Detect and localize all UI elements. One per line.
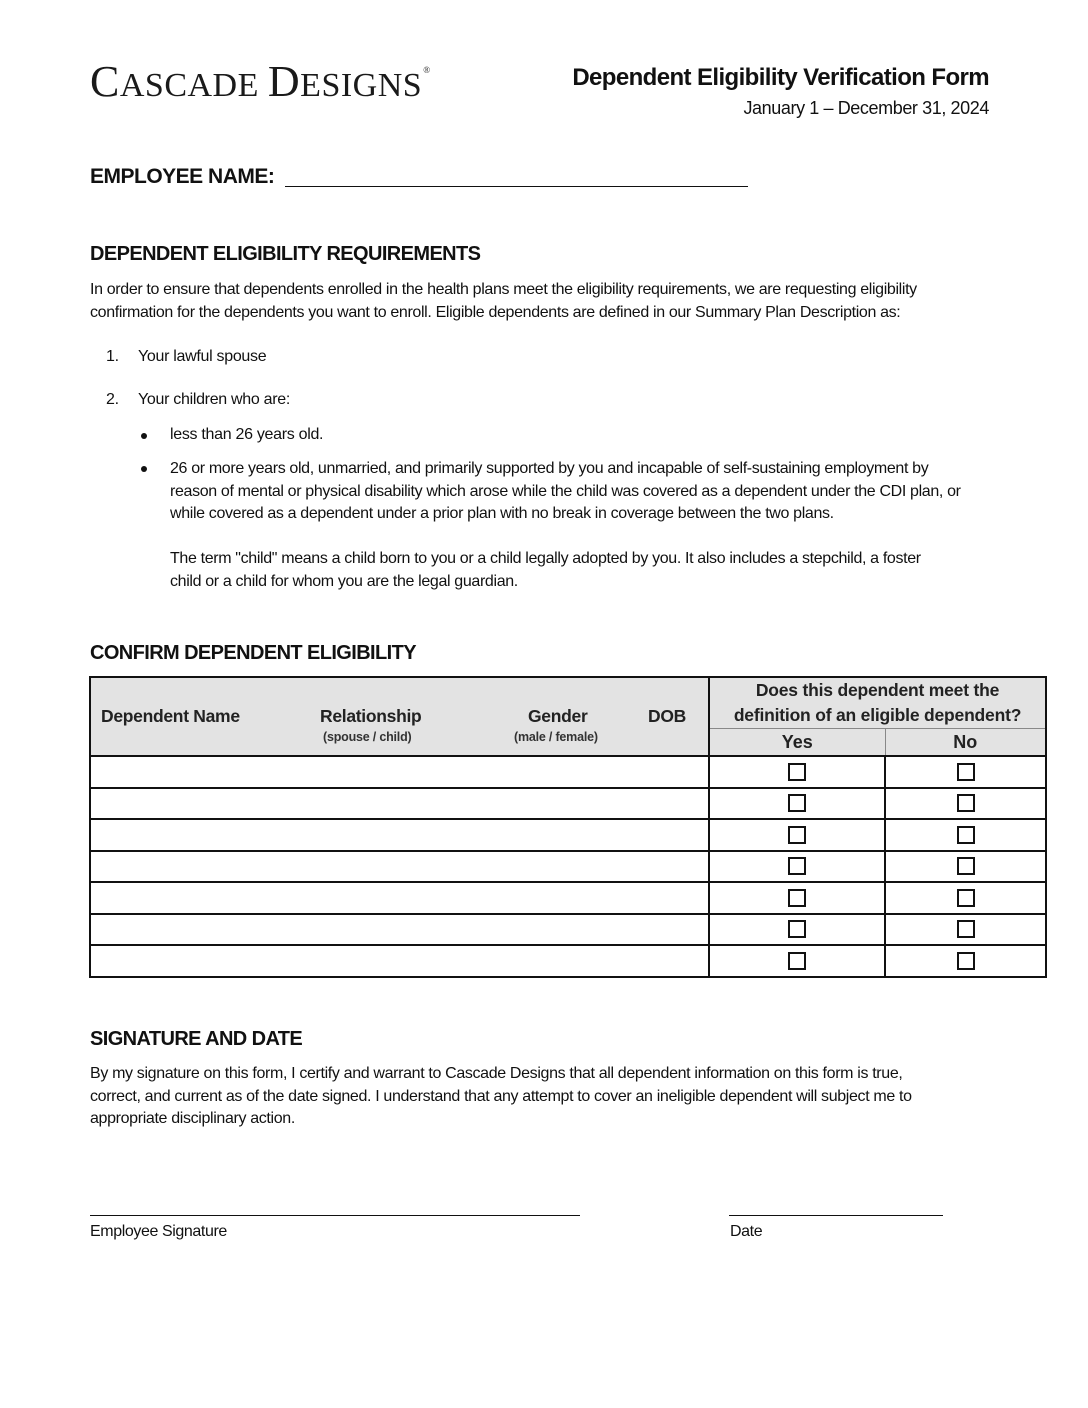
bullet-icon	[141, 433, 147, 439]
no-checkbox[interactable]	[957, 857, 975, 875]
dependent-row	[90, 788, 1046, 820]
yes-cell	[709, 914, 885, 946]
yes-cell	[709, 882, 885, 914]
no-cell	[885, 945, 1046, 977]
child-definition	[170, 548, 921, 593]
bullet-line: reason of mental or physical disability which arose while the child was covered as a dependent under the CDI plan, or	[170, 482, 961, 500]
column-header-dob: DOB	[648, 706, 686, 726]
yes-cell	[709, 756, 885, 788]
column-header-relationship: Relationship	[320, 706, 422, 726]
yes-checkbox[interactable]	[788, 857, 806, 875]
relationship-hint: (spouse / child)	[323, 730, 412, 744]
intro-line: In order to ensure that dependents enrolled in the health plans meet the eligibility requirements, we are requesting eligibility	[90, 281, 917, 298]
employee-signature-field[interactable]	[90, 1215, 580, 1216]
bullet-line: while covered as a dependent under a prior plan with no break in coverage between the two plans.	[170, 505, 834, 522]
registered-mark-icon: ®	[423, 65, 431, 75]
intro-line: confirmation for the dependents you want to enroll. Eligible dependents are defined in our Summary Plan Description as:	[90, 303, 901, 321]
logo-word-cascade: ASCADE	[119, 67, 268, 104]
company-logo	[90, 57, 431, 106]
logo-word-designs: ESIGNS	[300, 67, 423, 104]
yes-cell	[709, 945, 885, 977]
list-number: 1.	[106, 348, 119, 365]
yes-checkbox[interactable]	[788, 826, 806, 844]
list-item-children: Your children who are:	[138, 391, 291, 408]
no-cell	[885, 851, 1046, 883]
no-checkbox[interactable]	[957, 952, 975, 970]
question-line: Does this dependent meet the	[755, 680, 1000, 700]
dependent-info-cell[interactable]	[90, 819, 709, 851]
requirements-intro	[90, 279, 917, 324]
gender-hint: (male / female)	[514, 730, 598, 744]
bullet-under-26: less than 26 years old.	[170, 426, 324, 443]
employee-name-field[interactable]	[285, 186, 748, 187]
dependent-info-cell[interactable]	[90, 945, 709, 977]
dependent-row	[90, 851, 1046, 883]
statement-line: By my signature on this form, I certify and warrant to Cascade Designs that all dependent information on this form is true,	[90, 1065, 903, 1082]
statement-line: correct, and current as of the date signed. I understand that any attempt to cover an ineligible dependent will subject me to	[90, 1087, 912, 1105]
dependent-info-cell[interactable]	[90, 756, 709, 788]
no-cell	[885, 788, 1046, 820]
column-header-yes: Yes	[709, 729, 885, 757]
no-checkbox[interactable]	[957, 763, 975, 781]
yes-checkbox[interactable]	[788, 952, 806, 970]
dependent-info-cell[interactable]	[90, 851, 709, 883]
no-cell	[885, 756, 1046, 788]
list-item-spouse: Your lawful spouse	[138, 348, 267, 365]
dependent-info-cell[interactable]	[90, 914, 709, 946]
yes-cell	[709, 788, 885, 820]
yes-cell	[709, 819, 885, 851]
yes-checkbox[interactable]	[788, 763, 806, 781]
dependent-row	[90, 882, 1046, 914]
definition-line: child or a child for whom you are the legal guardian.	[170, 572, 518, 590]
dependents-table	[89, 676, 1047, 978]
employee-name-label: EMPLOYEE NAME:	[90, 165, 275, 188]
column-header-gender: Gender	[528, 706, 588, 726]
dependent-row	[90, 819, 1046, 851]
bullet-icon	[141, 466, 147, 472]
date-field[interactable]	[729, 1215, 943, 1216]
employee-signature-label: Employee Signature	[90, 1223, 227, 1240]
yes-checkbox[interactable]	[788, 889, 806, 907]
yes-checkbox[interactable]	[788, 920, 806, 938]
statement-line: appropriate disciplinary action.	[90, 1110, 295, 1127]
no-checkbox[interactable]	[957, 826, 975, 844]
dependent-row	[90, 914, 1046, 946]
bullet-disabled-child	[170, 458, 961, 526]
requirements-heading: DEPENDENT ELIGIBILITY REQUIREMENTS	[90, 243, 481, 265]
column-header-dependent-name: Dependent Name	[101, 706, 240, 726]
logo-initial-d: D	[267, 57, 301, 106]
no-cell	[885, 914, 1046, 946]
definition-line: The term "child" means a child born to you or a child legally adopted by you. It also includes a stepchild, a foster	[170, 550, 921, 567]
bullet-line: 26 or more years old, unmarried, and primarily supported by you and incapable of self-sustaining employment by	[170, 460, 929, 477]
no-checkbox[interactable]	[957, 794, 975, 812]
dependent-row	[90, 945, 1046, 977]
form-period: January 1 – December 31, 2024	[743, 98, 989, 118]
header-left-cell	[90, 677, 709, 756]
logo-initial-c: C	[90, 57, 120, 106]
confirm-heading: CONFIRM DEPENDENT ELIGIBILITY	[90, 642, 416, 664]
question-line: definition of an eligible dependent?	[733, 705, 1022, 725]
signature-heading: SIGNATURE AND DATE	[90, 1028, 303, 1050]
yes-cell	[709, 851, 885, 883]
signature-statement	[90, 1063, 912, 1131]
table-header-row	[90, 677, 1046, 729]
no-checkbox[interactable]	[957, 889, 975, 907]
no-cell	[885, 819, 1046, 851]
date-label: Date	[730, 1223, 763, 1240]
no-checkbox[interactable]	[957, 920, 975, 938]
dependent-info-cell[interactable]	[90, 882, 709, 914]
no-cell	[885, 882, 1046, 914]
dependent-row	[90, 756, 1046, 788]
list-number: 2.	[106, 391, 119, 408]
form-title: Dependent Eligibility Verification Form	[572, 64, 989, 91]
dependent-info-cell[interactable]	[90, 788, 709, 820]
column-header-eligibility-question	[709, 677, 1046, 729]
yes-checkbox[interactable]	[788, 794, 806, 812]
column-header-no: No	[885, 729, 1046, 757]
